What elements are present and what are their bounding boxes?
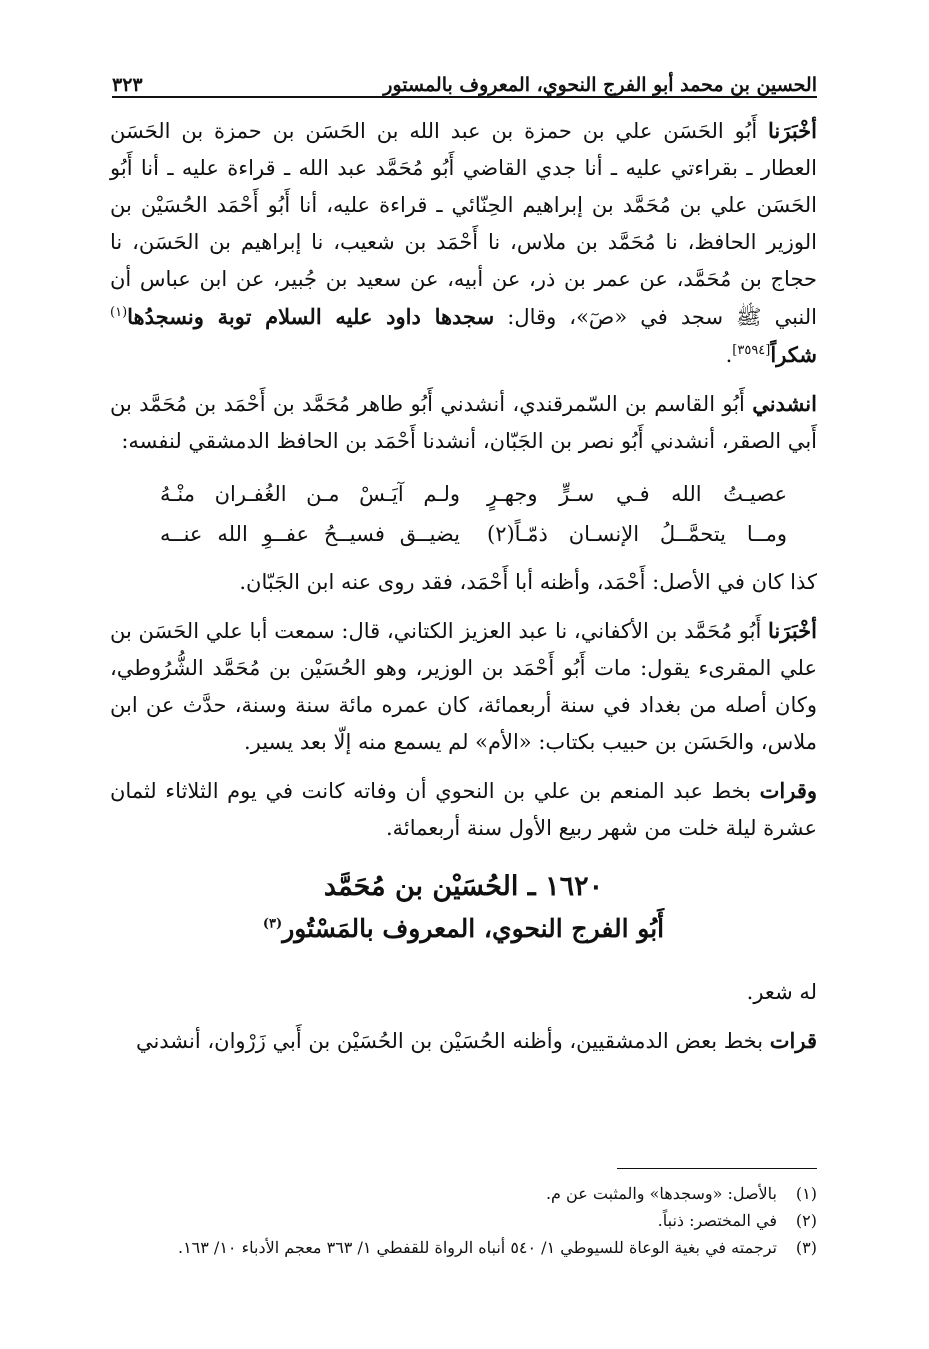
footnote-rule xyxy=(617,1168,817,1169)
paragraph-text: له شعر. xyxy=(746,980,817,1004)
paragraph-lead: وقرات xyxy=(759,778,817,803)
paragraph-bold-quote: سجدها داود عليه السلام توبة ونسجدُها xyxy=(127,304,495,329)
hemistich-second: يضيــق فسيــحُ عفــوِ الله عنــه xyxy=(160,522,460,546)
paragraph-text: أَبُو الحَسَن علي بن حمزة بن عبد الله بن الحَسَن بن حمزة بن الحَسَن العطار ـ بقراءتي عليه ـ أنا جدي القاضي أَبُو مُحَمَّد عبد الله ـ قراءة عليه ـ أنا أَبُو الحَسَن علي بن مُحَمَّد بن إبراهيم الحِنّائي ـ قراءة عليه، أنا أَبُو أَحْمَد الحُسَيْن بن الوزير الحافظ، نا مُحَمَّد بن ملاس، نا أَحْمَد بن شعيب، نا إبراهيم بن الحَسَن، نا حجاج بن مُحَمَّد، عن عمر بن ذر، عن أبيه، عن سعيد بن جُبير، عن ابن عباس أن النبي ﷺ سجد في «صٓ»، وقال: xyxy=(110,119,817,329)
page-header xyxy=(112,62,817,96)
footnote xyxy=(112,1207,817,1234)
footnote xyxy=(112,1180,817,1207)
hemistich-second: ولـم آيَـسْ مـن الغُفـران منْـهُ xyxy=(160,482,460,506)
paragraph-text: بخط عبد المنعم بن علي بن النحوي أن وفاته كانت في يوم الثلاثاء لثمان عشرة ليلة خلت من شهر ربيع الأول سنة أربعمائة. xyxy=(110,779,817,840)
paragraph-hadith xyxy=(110,112,817,374)
footnote-number: (٢) xyxy=(795,1211,817,1230)
entry-subtitle xyxy=(110,909,817,949)
page-body xyxy=(110,112,817,1071)
running-title: الحسين بن محمد أبو الفرج النحوي، المعروف بالمستور xyxy=(383,74,817,96)
paragraph-text: أَبُو مُحَمَّد بن الأكفاني، نا عبد العزيز الكتاني، قال: سمعت أبا علي الحَسَن بن علي المقرىء يقول: مات أَبُو أَحْمَد بن الوزير، وهو الحُسَيْن بن مُحَمَّد الشُّرُوطي، وكان أصله من بغداد في سنة أربعمائة، كان عمره مائة سنة وسنة، حدَّث عن ابن ملاس، والحَسَن بن حبيب بكتاب: «الأم» لم يسمع منه إلّا بعد يسير. xyxy=(110,619,817,754)
footnote-text: في المختصر: ذنباً. xyxy=(657,1211,777,1230)
paragraph-lead: انشدني xyxy=(752,391,817,416)
paragraph-text: أَبُو القاسم بن السّمرقندي، أنشدني أَبُو طاهر مُحَمَّد بن أَحْمَد بن مُحَمَّد بن أَبي الصقر، أنشدني أَبُو نصر بن الجَبّان، أنشدنا أَحْمَد بن الحافظ الدمشقي لنفسه: xyxy=(110,392,817,453)
hemistich-first: ومــا يتحمَّــلُ الإنسـان ذمّـاً(٢) xyxy=(487,522,787,546)
footnote-text: ترجمته في بغية الوعاة للسيوطي ١/ ٥٤٠ أنباه الرواة للقفطي ١/ ٣٦٣ معجم الأدباء ١٠/ ١٦٣. xyxy=(177,1238,777,1257)
paragraph-lead: قرات xyxy=(769,1028,817,1053)
hadith-number: [٣٥٩٤] xyxy=(732,343,771,358)
entry-subtitle-text: أَبُو الفرج النحوي، المعروف بالمَسْتُور xyxy=(282,914,665,943)
paragraph-bold-end: شكراً xyxy=(770,342,817,367)
entry-title: ١٦٢٠ ـ الحُسَيْن بن مُحَمَّد xyxy=(323,871,604,902)
poem-note-text: كذا كان في الأصل: أَحْمَد، وأظنه أبا أَحْمَد، فقد روى عنه ابن الجَبّان. xyxy=(239,570,817,594)
footnote-number: (١) xyxy=(795,1184,817,1203)
poem-verse xyxy=(160,474,787,514)
paragraph-biography xyxy=(110,612,817,761)
paragraph-lead: أخْبَرَنا xyxy=(768,618,817,643)
paragraph-end: . xyxy=(725,343,733,367)
footnote-text: بالأصل: «وسجدها» والمثبت عن م. xyxy=(545,1184,777,1203)
paragraph-poem-intro xyxy=(110,385,817,460)
paragraph-text: بخط بعض الدمشقيين، وأظنه الحُسَيْن بن الحُسَيْن بن أَبي زَرْوان، أنشدني xyxy=(135,1029,770,1053)
poem xyxy=(160,474,787,554)
footnote-ref-3[interactable]: (٣) xyxy=(262,916,283,932)
paragraph-poetry-note xyxy=(110,973,817,1011)
poem-verse xyxy=(160,514,787,554)
poem-note xyxy=(110,564,817,601)
footnote-number: (٣) xyxy=(795,1238,817,1257)
header-rule xyxy=(112,96,817,98)
paragraph-lead: أخْبَرَنا xyxy=(768,118,817,143)
paragraph-recitation xyxy=(110,1022,817,1060)
paragraph-death-date xyxy=(110,772,817,847)
footnotes xyxy=(112,1180,817,1261)
hemistich-first: عصيـتُ الله فـي سـرٍّ وجهـرٍ xyxy=(487,482,787,506)
footnote xyxy=(112,1234,817,1261)
footnote-ref-1[interactable]: (١) xyxy=(110,305,128,320)
page-number: ٣٢٣ xyxy=(112,74,143,96)
